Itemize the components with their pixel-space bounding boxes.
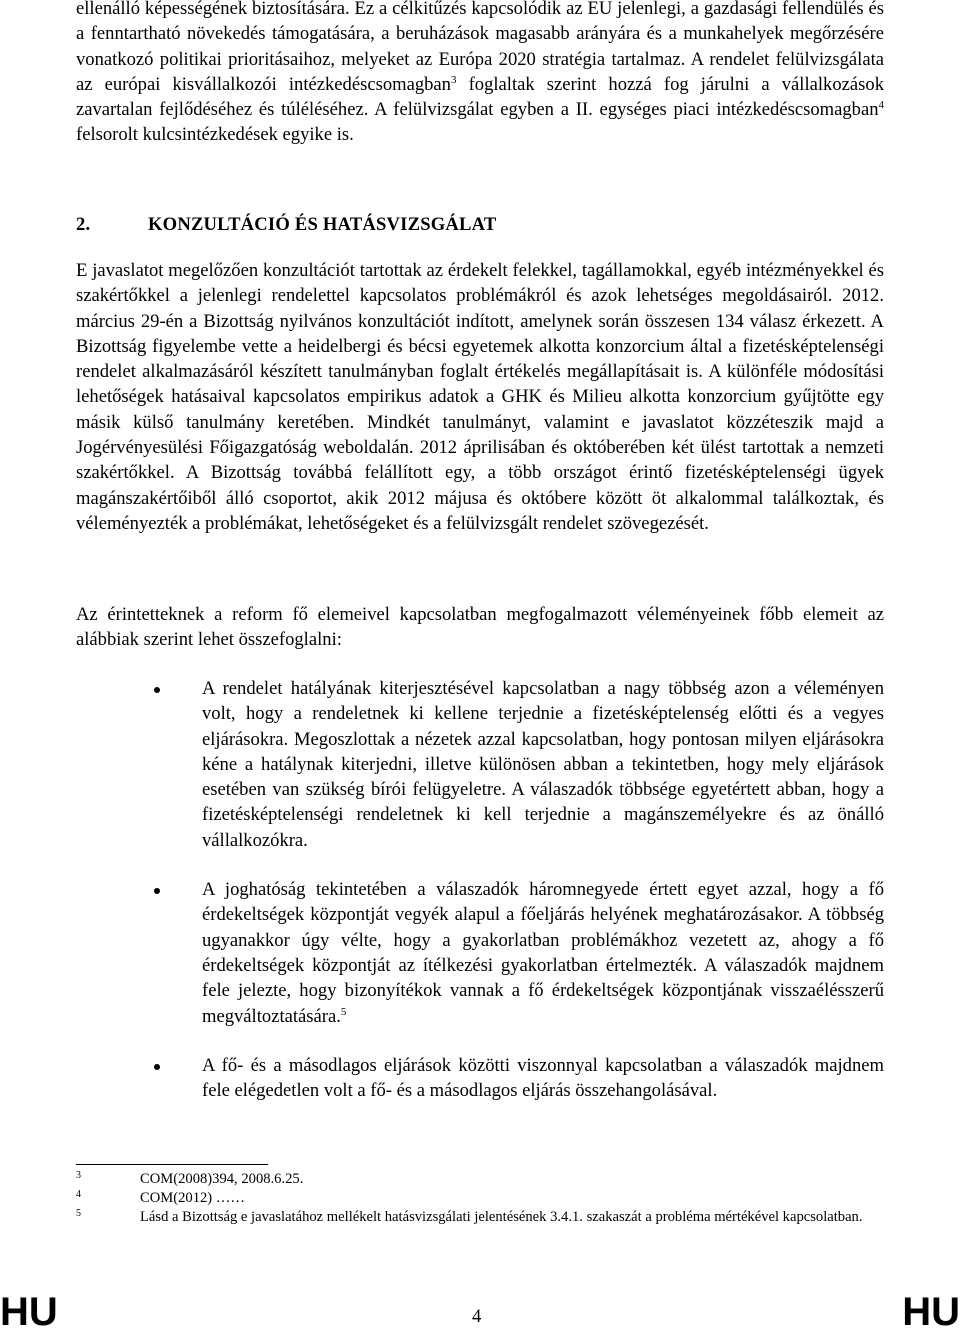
bullet-text-content: A rendelet hatályának kiterjesztésével kapcsolatban a nagy többség azon a véleményen volt, hogy a rendeletnek ki kellene terjednie a fizetésképtelenség előtti és a vegyes eljárásokra. Megoszlottak a nézetek azzal kapcsolatban, hogy pontosan milyen eljárásokra kéne a hatálynak kiterjedni, illetve különösen abban a tekintetben, hogy mely eljárások esetében van szükség bírói felügyeletre. A válaszadók többsége egyetértett abban, hogy a fizetésképtelenségi rendeletnek ki kell terjednie a magánszemélyekre és az önálló vállalkozókra.	[202, 678, 884, 851]
bullet-icon	[154, 1064, 160, 1070]
footnote-number: 3	[76, 1170, 81, 1181]
consultation-paragraph: E javaslatot megelőzően konzultációt tartottak az érdekelt felekkel, tagállamokkal, egyéb intézményekkel és szakértőkkel a jelenlegi rendelettel kapcsolatos problémákról és azok lehetséges megoldásairól. 2012. március 29-én a Bizottság nyilvános konzultációt indított, amelynek során összesen 134 válasz érkezett. A Bizottság figyelembe vette a heidelbergi és bécsi egyetemek alkotta konzorcium által a fizetésképtelenségi rendelet alkalmazásáról készített tanulmányban foglalt értékelés megállapításait is. A különféle módosítási lehetőségek hatásaival kapcsolatos empirikus adatok a GHK és Milieu alkotta konzorcium gyűjtötte egy másik külső tanulmány keretében. Mindkét tanulmányt, valamint e javaslatot közzéteszik majd a Jogérvényesülési Főigazgatóság weboldalán. 2012 áprilisában és októberében két ülést tartottak a nemzeti szakértőkkel. A Bizottság továbbá felállított egy, a több országot érintő fizetésképtelenségi ügyek magánszakértőiből álló csoportot, akik 2012 májusa és októbere között öt alkalommal találkoztak, és véleményezték a problémákat, lehetőségeket és a felülvizsgált rendelet szövegezését.	[76, 260, 884, 534]
footnote	[76, 1208, 884, 1227]
page-number: 4	[472, 1306, 482, 1327]
footnote-ref-3[interactable]: 3	[450, 73, 457, 86]
bullet-icon	[154, 888, 160, 894]
footnote-text: COM(2008)394, 2008.6.25.	[140, 1171, 304, 1187]
footer-language-left: HU	[0, 1290, 58, 1334]
section-heading	[76, 214, 497, 236]
intro-text-1: ellenálló képességének biztosítására. Ez a célkitűzés kapcsolódik az EU jelenlegi, a gazdasági fellendülés és a fenntartható növekedés támogatására, a beruházások magasabb arányára és a munkahelyek megőrzésére vonatkozó politikai prioritásaihoz, melyeket az Európa 2020 stratégia tartalmaz. A rendelet felülvizsgálata az európai kisvállalkozói intézkedéscsomagban	[76, 0, 884, 95]
footnote-text: Lásd a Bizottság e javaslatához mellékelt hatásvizsgálati jelentésének 3.4.1. szakaszát a probléma mértékével kapcsolatban.	[140, 1209, 863, 1225]
footnote-text: COM(2012) ……	[140, 1190, 245, 1206]
footnote-divider	[76, 1164, 268, 1165]
intro-paragraph	[76, 0, 884, 148]
footnote-ref-5[interactable]: 5	[340, 1005, 347, 1018]
bullet-text	[202, 676, 884, 853]
list-item	[76, 877, 884, 1029]
footnote-number: 4	[76, 1189, 81, 1200]
bullet-icon	[154, 687, 160, 693]
intro-text-3: felsorolt kulcsintézkedések egyike is.	[76, 124, 354, 146]
bullet-text-content: A fő- és a másodlagos eljárások közötti viszonnyal kapcsolatban a válaszadók majdnem fele elégedetlen volt a fő- és a másodlagos eljárás összehangolásával.	[202, 1054, 884, 1102]
bullet-list	[76, 676, 884, 1127]
bullet-text	[202, 1053, 884, 1104]
footnotes	[76, 1170, 884, 1227]
footer-language-right: HU	[902, 1290, 960, 1334]
section-title: KONZULTÁCIÓ ÉS HATÁSVIZSGÁLAT	[148, 214, 497, 235]
footnote-ref-4[interactable]: 4	[878, 99, 884, 111]
section-number: 2.	[76, 214, 91, 235]
footnote-number: 5	[76, 1208, 81, 1219]
bullet-text	[202, 877, 884, 1029]
list-item	[76, 676, 884, 853]
list-item	[76, 1053, 884, 1104]
footnote	[76, 1170, 884, 1189]
intro-text-2: foglaltak szerint hozzá fog járulni a vállalkozások zavartalan fejlődéséhez és túléléséhez. A felülvizsgálat egyben a II. egységes piaci intézkedéscsomagban	[76, 73, 884, 121]
summary-intro-paragraph: Az érintetteknek a reform fő elemeivel kapcsolatban megfogalmazott véleményeinek főbb elemeit az alábbiak szerint lehet összefoglalni:	[76, 604, 884, 651]
bullet-text-content: A joghatóság tekintetében a válaszadók háromnegyede értett egyet azzal, hogy a fő érdekeltségek központját vegyék alapul a főeljárás helyének meghatározásakor. A többség ugyanakkor úgy vélte, hogy a gyakorlatban problémákhoz vezetett az, ahogy a fő érdekeltségek központját az ítélkezési gyakorlatban értelmezték. A válaszadók majdnem fele jelezte, hogy bizonyítékok vannak a fő érdekeltségek központjának visszaélésszerű megváltoztatására.	[202, 879, 884, 1027]
footnote	[76, 1189, 884, 1208]
